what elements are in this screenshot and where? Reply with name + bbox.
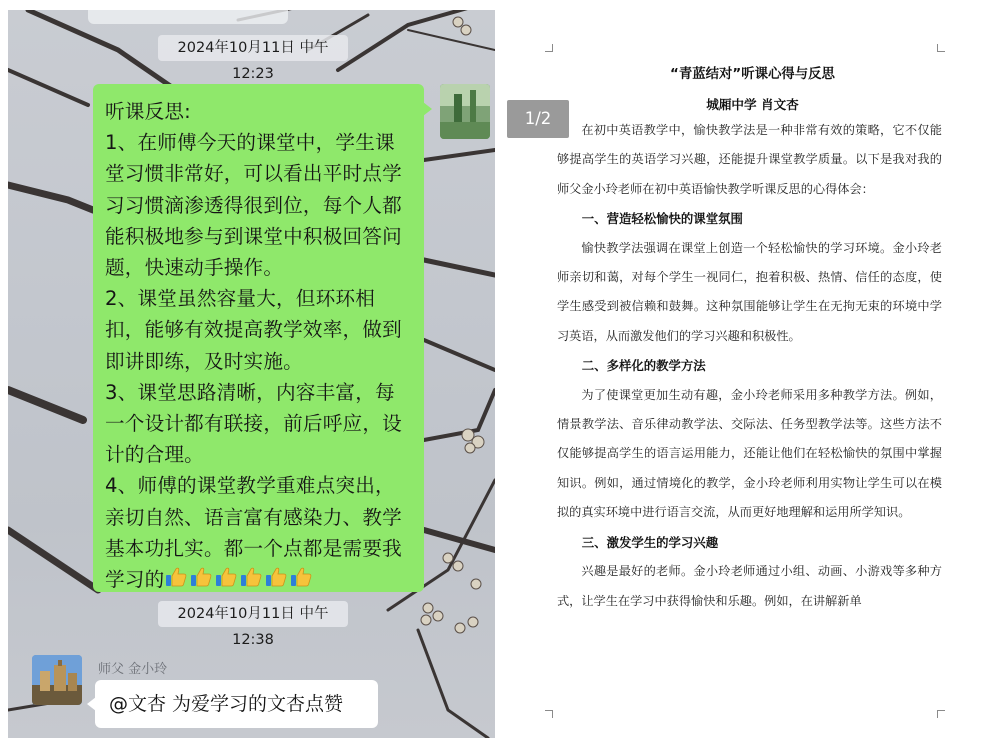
- section-heading: 三、激发学生的学习兴趣: [581, 534, 719, 550]
- crop-mark: [937, 44, 945, 52]
- section-paragraph: 愉快教学法强调在课堂上创造一个轻松愉快的学习环境。金小玲老师亲切和蔼，对每个学生一视同仁，抱着积极、热情、信任的态度，使学生感受到被信赖和鼓舞。这种氛围能够让学生在无拘无束的环境中学习英语，从而激发他们的学习兴趣和积极性。: [557, 240, 942, 343]
- previous-message-edge: [88, 10, 288, 24]
- chat-screenshot: [8, 10, 495, 738]
- crop-mark: [545, 710, 553, 718]
- message-line: 1、在师傅今天的课堂中，学生课堂习惯非常好，可以看出平时点学习习惯滴渗透得很到位，每个人都能积极地参与到课堂中积极回答问题，快速动手操作。: [105, 131, 402, 280]
- my-avatar[interactable]: [440, 84, 490, 139]
- message-text: 4、师傅的课堂教学重难点突出，亲切自然、语言富有感染力、教学基本功扎实。都一个点都是需要我学习的: [105, 474, 402, 592]
- reply-text: @文杏 为爱学习的文杏点赞: [109, 693, 344, 715]
- thumbs-up-icon: [189, 565, 213, 589]
- document-page[interactable]: [505, 0, 1000, 750]
- thumbs-up-icon: [164, 565, 188, 589]
- message-line: [105, 470, 414, 595]
- thumbs-up-icon: [289, 565, 313, 589]
- thumbs-up-icon: [214, 565, 238, 589]
- section-paragraph: 为了使课堂更加生动有趣，金小玲老师采用多种教学方法。例如，情景教学法、音乐律动教学法、交际法、任务型教学法等。这些方法不仅能够提高学生的语言运用能力，还能让他们在轻松愉快的氛围中掌握知识。例如，通过情境化的教学，金小玲老师利用实物让学生可以在模拟的真实环境中进行语言交流，从而更好地理解和运用所学知识。: [557, 387, 942, 520]
- section-heading: 一、营造轻松愉快的课堂氛围: [581, 211, 743, 227]
- my-message-bubble[interactable]: [93, 84, 424, 592]
- intro-paragraph: 在初中英语教学中，愉快教学法是一种非常有效的策略，它不仅能够提高学生的英语学习兴趣，还能提升课堂教学质量。以下是我对我的师父金小玲老师在初中英语愉快教学听课反思的心得体会：: [557, 123, 942, 196]
- message-line: 听课反思:: [105, 100, 191, 123]
- avatar-photo-icon: [32, 655, 82, 705]
- avatar-photo-icon: [440, 84, 490, 139]
- sender-avatar[interactable]: [32, 655, 82, 705]
- message-line: 2、课堂虽然容量大，但环环相扣，能够有效提高教学效率，做到即讲即练，及时实施。: [105, 287, 402, 373]
- section-heading: 二、多样化的教学方法: [581, 358, 706, 374]
- document-author: 城厢中学 肖文杏: [706, 97, 799, 112]
- section-paragraph: 兴趣是最好的老师。金小玲老师通过小组、动画、小游戏等多种方式，让学生在学习中获得愉快和乐趣。例如，在讲解新单: [557, 564, 942, 608]
- document-body: [557, 116, 942, 616]
- message-timestamp: 2024年10月11日 中午12:38: [158, 601, 348, 627]
- crop-mark: [937, 710, 945, 718]
- document-title: “青蓝结对”听课心得与反思: [670, 67, 835, 82]
- message-line: 3、课堂思路清晰，内容丰富，每一个设计都有联接，前后呼应，设计的合理。: [105, 380, 402, 467]
- sender-name: 师父 金小玲: [98, 662, 168, 677]
- crop-mark: [545, 44, 553, 52]
- thumbs-up-icon: [264, 565, 288, 589]
- thumbs-up-emoji-group: [164, 564, 314, 595]
- message-timestamp: 2024年10月11日 中午12:23: [158, 35, 348, 61]
- reply-message-bubble[interactable]: [95, 680, 378, 728]
- page-indicator: 1/2: [507, 100, 569, 138]
- thumbs-up-icon: [239, 565, 263, 589]
